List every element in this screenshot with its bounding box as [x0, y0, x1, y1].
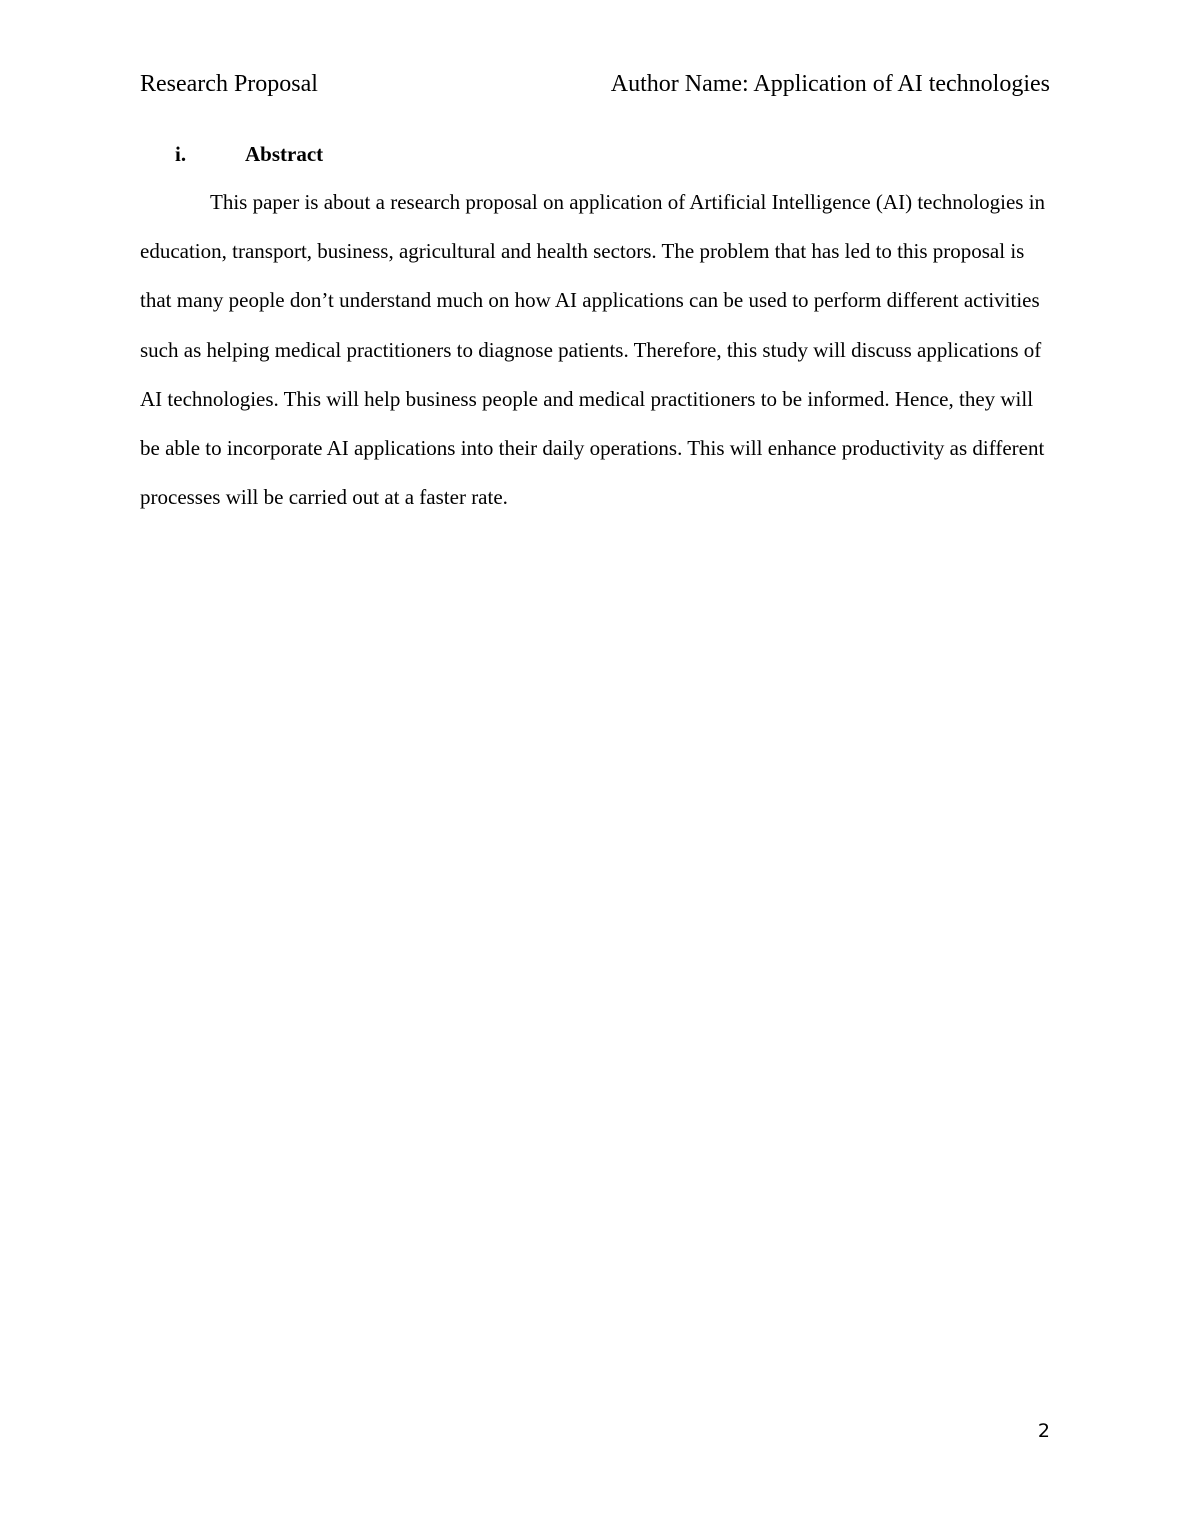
header-right-title: Author Name: Application of AI technologies	[610, 71, 1050, 97]
running-header	[140, 68, 1050, 100]
section-heading	[140, 139, 1050, 169]
page-number: 2	[1037, 1420, 1050, 1442]
abstract-paragraph: This paper is about a research proposal on application of Artificial Intelligence (AI) technologies in education, transport, business, agricultural and health sectors. The problem that has led to this proposal is that many people don’t understand much on how AI applications can be used to perform different activities such as helping medical practitioners to diagnose patients. Therefore, this study will discuss applications of AI technologies. This will help business people and medical practitioners to be informed. Hence, they will be able to incorporate AI applications into their daily operations. This will enhance productivity as different processes will be carried out at a faster rate.	[140, 190, 1046, 510]
header-left-title: Research Proposal	[140, 71, 318, 97]
section-number: i.	[175, 142, 187, 166]
section-title: Abstract	[245, 142, 324, 166]
